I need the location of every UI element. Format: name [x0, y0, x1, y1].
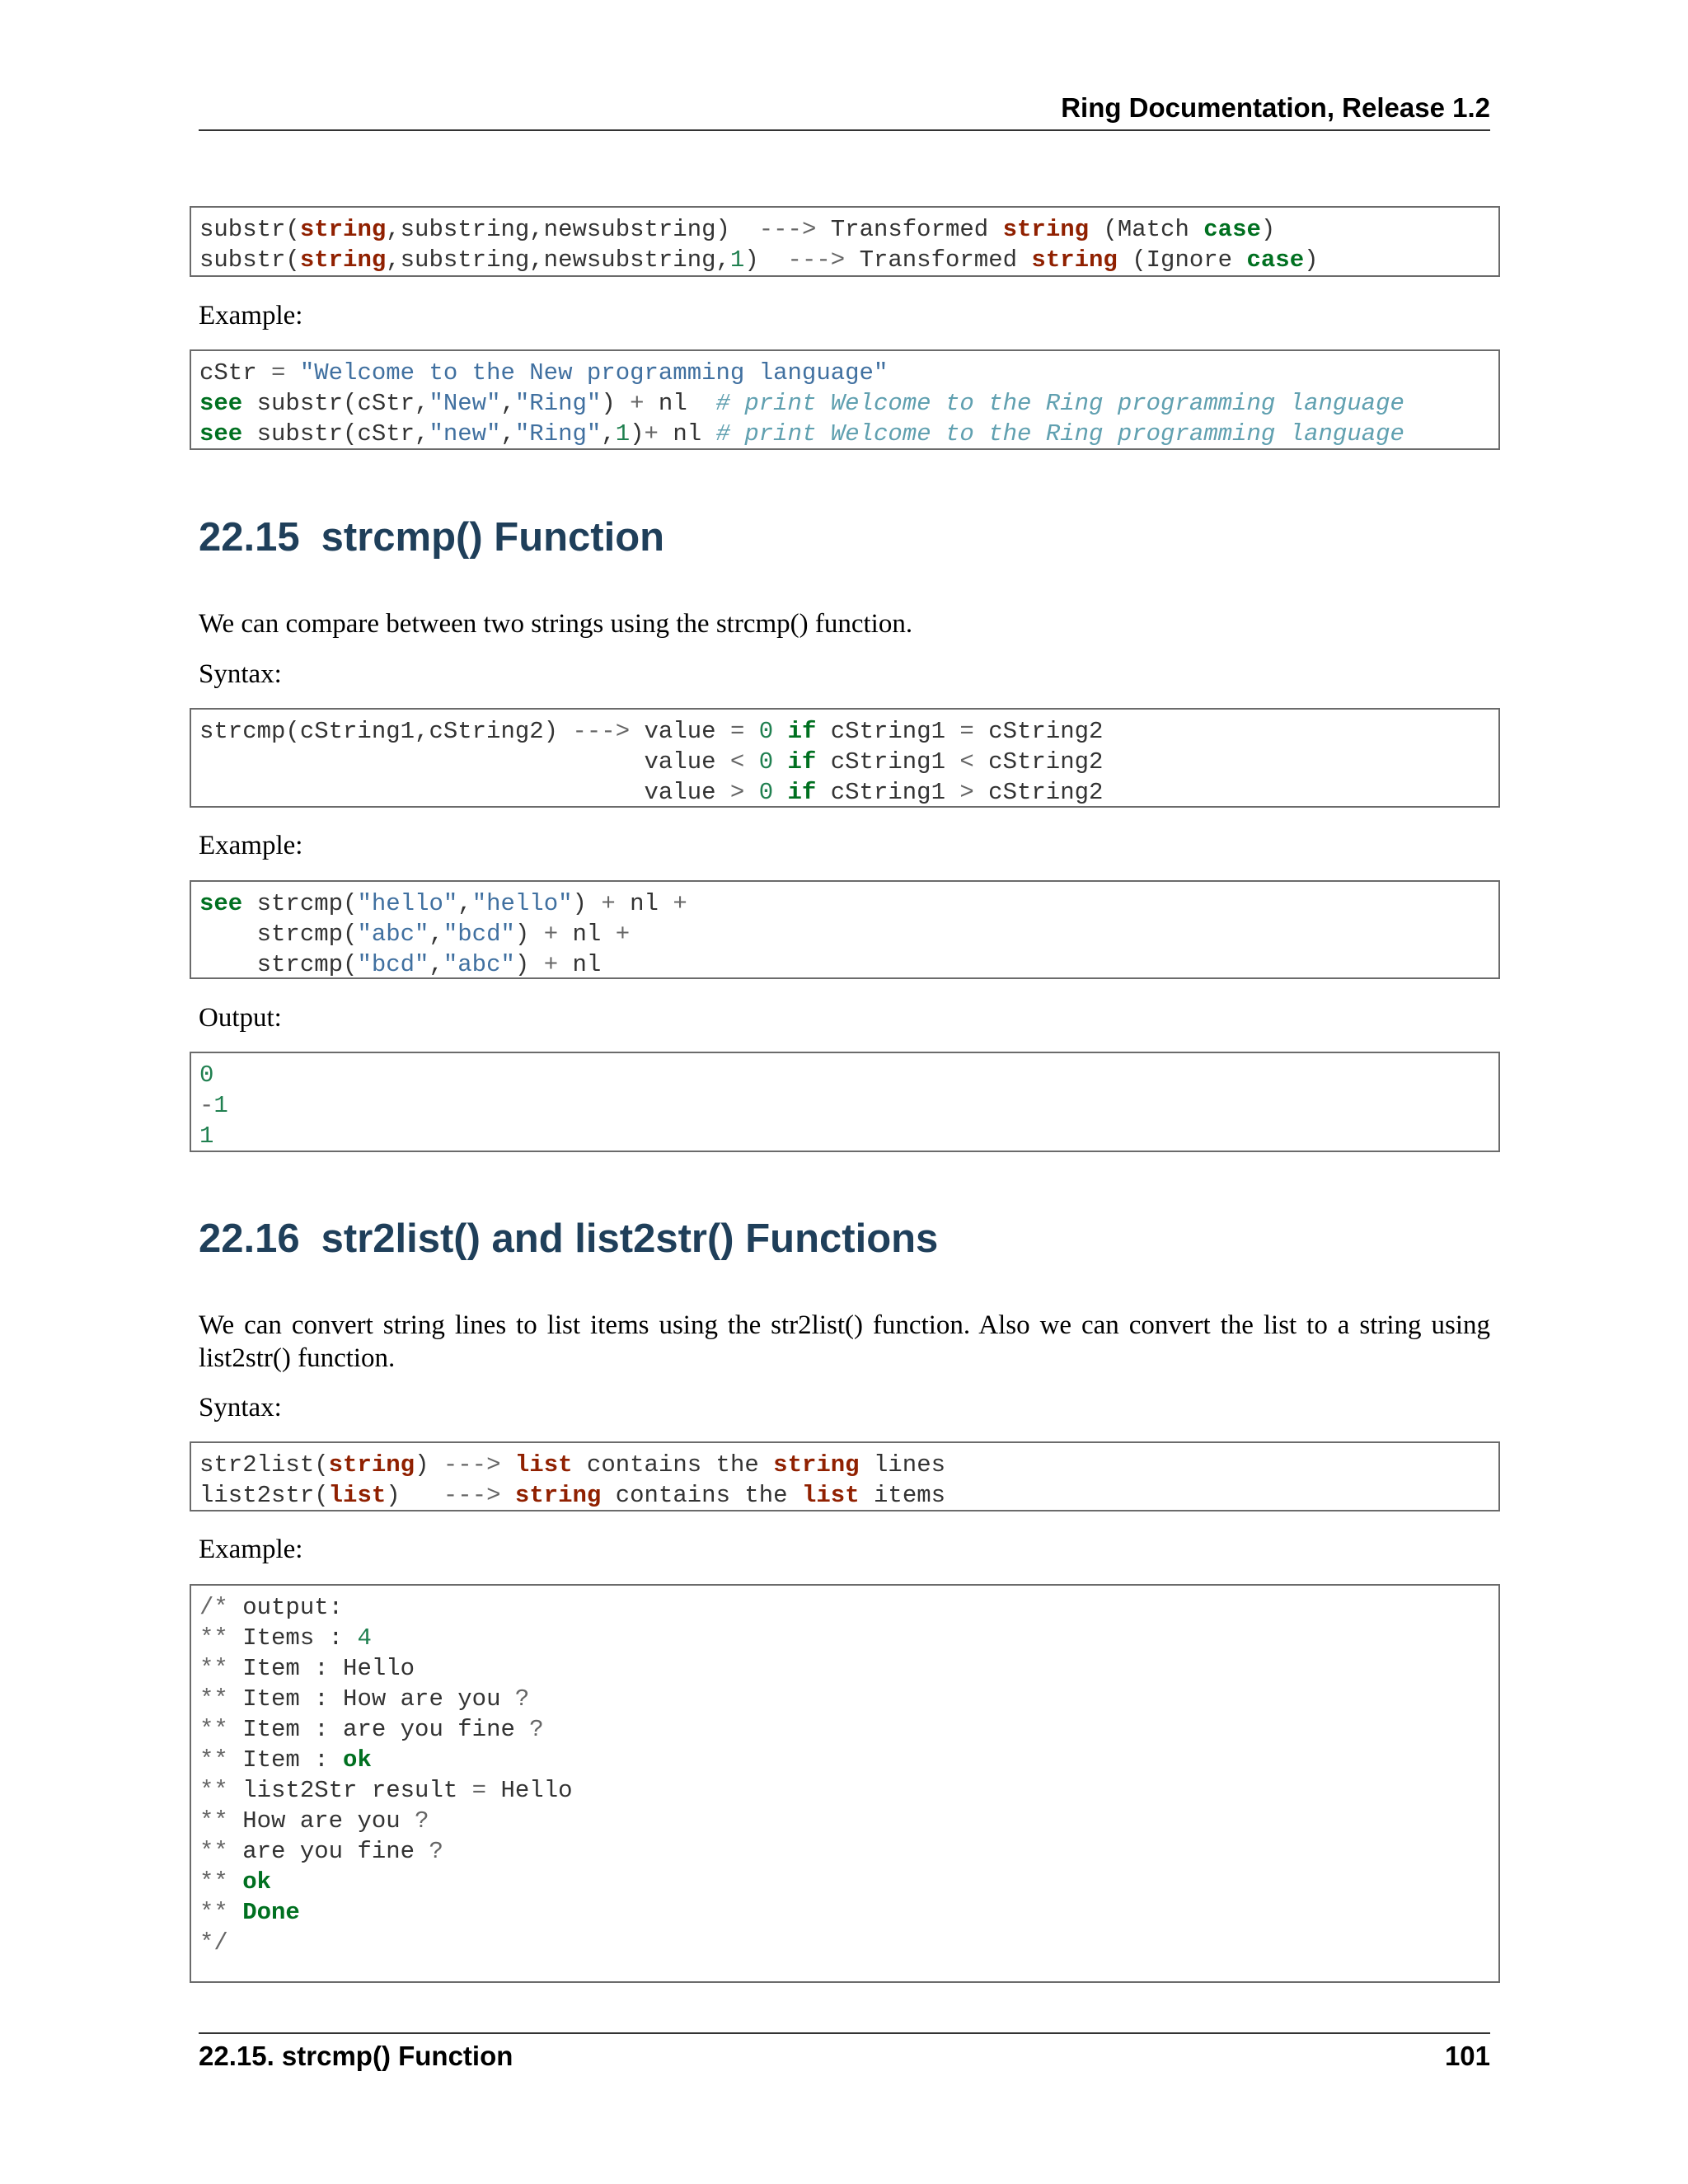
- code-token: Item : are you fine: [227, 1716, 530, 1743]
- code-token: ): [514, 921, 544, 948]
- code-line: [199, 777, 1490, 808]
- code-token: cString1: [816, 779, 960, 806]
- header-rule: [199, 129, 1490, 131]
- code-line: [199, 358, 1490, 388]
- code-token: ?: [529, 1716, 544, 1743]
- code-token: ): [572, 890, 602, 917]
- code-token: cString1: [816, 748, 960, 776]
- code-token: ?: [415, 1807, 429, 1835]
- code-token: -: [199, 1092, 214, 1119]
- code-line: [199, 1480, 1490, 1511]
- code-token: [773, 779, 787, 806]
- code-token: nl: [644, 390, 716, 417]
- code-token: +: [644, 420, 659, 448]
- code-token: contains the: [601, 1482, 802, 1509]
- code-token: nl: [558, 921, 616, 948]
- code-token: [501, 1482, 515, 1509]
- code-token: value: [630, 718, 730, 745]
- code-token: items: [859, 1482, 946, 1509]
- code-token: <: [729, 748, 745, 776]
- footer-section-title: 22.15. strcmp() Function: [199, 2041, 513, 2071]
- code-token: Item :: [227, 1746, 344, 1774]
- code-token: "hello": [357, 890, 458, 917]
- code-line: [199, 1592, 1490, 1623]
- code-token: [228, 1868, 242, 1896]
- code-token: # print Welcome to the Ring programming language: [715, 420, 1404, 448]
- code-line: [199, 1090, 1490, 1121]
- code-token: **: [199, 1716, 228, 1743]
- code-token: list2str(: [199, 1482, 329, 1509]
- code-token: substr(: [199, 216, 300, 243]
- code-token: case: [1203, 216, 1261, 243]
- code-token: "hello": [471, 890, 573, 917]
- code-token: ): [514, 951, 544, 978]
- footer-page-number: 101: [1444, 2041, 1490, 2071]
- paragraph-str2list-intro: We can convert string lines to list items using the str2list() function. Also we can convert the list to a string using list2str() function.: [199, 1310, 1490, 1373]
- code-token: case: [1246, 246, 1305, 274]
- code-token: ): [1304, 246, 1319, 274]
- code-token: list: [801, 1482, 860, 1509]
- code-token: [744, 779, 758, 806]
- code-token: <: [959, 748, 974, 776]
- code-token: **: [199, 1899, 228, 1926]
- code-token: ): [601, 390, 631, 417]
- code-token: output:: [227, 1594, 344, 1621]
- code-token: string: [299, 246, 387, 274]
- code-line: [199, 1928, 1490, 1958]
- code-token: if: [787, 748, 817, 776]
- code-token: string: [773, 1451, 860, 1479]
- code-token: strcmp(: [242, 890, 358, 917]
- code-token: 1: [199, 1122, 214, 1150]
- label-strcmp-syntax: Syntax:: [199, 659, 282, 689]
- code-block-str2list-example: [190, 1584, 1500, 1983]
- code-token: ok: [242, 1868, 272, 1896]
- code-line: [199, 214, 1490, 245]
- code-token: value: [199, 748, 730, 776]
- code-token: string: [1002, 216, 1090, 243]
- code-token: +: [630, 390, 645, 417]
- code-token: cString2: [973, 718, 1104, 745]
- code-token: nl: [558, 951, 602, 978]
- code-token: value: [199, 779, 730, 806]
- code-token: **: [199, 1868, 228, 1896]
- code-block-strcmp-syntax: [190, 708, 1500, 808]
- label-strcmp-example: Example:: [199, 831, 303, 860]
- code-token: "Welcome to the New programming language": [299, 359, 889, 387]
- section-number: 22.15: [199, 515, 300, 560]
- code-token: see: [199, 390, 243, 417]
- code-token: **: [199, 1685, 228, 1713]
- footer-rule: [199, 2032, 1490, 2034]
- code-token: +: [673, 890, 687, 917]
- code-token: **: [199, 1838, 228, 1865]
- code-token: list: [514, 1451, 573, 1479]
- code-token: "abc": [443, 951, 515, 978]
- code-line: [199, 1745, 1490, 1775]
- code-token: ,: [429, 951, 443, 978]
- code-token: +: [543, 951, 559, 978]
- code-line: [199, 949, 1490, 980]
- section-title-text: strcmp() Function: [321, 515, 665, 560]
- code-token: [744, 748, 758, 776]
- code-token: */: [199, 1929, 228, 1957]
- code-token: 0: [199, 1062, 214, 1089]
- code-line: [199, 747, 1490, 777]
- code-token: ,: [601, 420, 616, 448]
- code-line: [199, 1653, 1490, 1684]
- section-heading-strcmp: [199, 514, 664, 560]
- code-token: "bcd": [443, 921, 515, 948]
- paragraph-strcmp-intro: We can compare between two strings using the strcmp() function.: [199, 609, 913, 639]
- code-token: string: [299, 216, 387, 243]
- code-token: [501, 1451, 515, 1479]
- code-token: strcmp(: [199, 921, 358, 948]
- code-token: ): [630, 420, 645, 448]
- label-strcmp-output: Output:: [199, 1003, 282, 1033]
- code-token: Transformed: [845, 246, 1032, 274]
- code-token: ok: [343, 1746, 372, 1774]
- code-line: [199, 245, 1490, 275]
- section-title-text: str2list() and list2str() Functions: [321, 1216, 939, 1261]
- code-line: [199, 1450, 1490, 1480]
- code-token: =: [729, 718, 745, 745]
- code-token: ): [386, 1482, 443, 1509]
- code-token: [285, 359, 299, 387]
- code-token: see: [199, 890, 243, 917]
- code-token: strcmp(cString1,cString2): [199, 718, 573, 745]
- code-token: 4: [357, 1624, 372, 1652]
- code-token: +: [543, 921, 559, 948]
- running-header: Ring Documentation, Release 1.2: [1061, 92, 1490, 123]
- code-token: contains the: [572, 1451, 774, 1479]
- code-token: +: [601, 890, 616, 917]
- code-token: ,substring,newsubstring): [386, 216, 759, 243]
- code-token: string: [1031, 246, 1118, 274]
- code-line: [199, 1867, 1490, 1897]
- code-line: [199, 1897, 1490, 1928]
- code-token: (Match: [1089, 216, 1204, 243]
- code-block-strcmp-output: [190, 1052, 1500, 1152]
- code-token: --->: [443, 1482, 501, 1509]
- code-token: ,: [429, 921, 443, 948]
- code-token: "abc": [357, 921, 429, 948]
- code-token: >: [959, 779, 974, 806]
- code-line: [199, 716, 1490, 747]
- code-token: list2Str result: [227, 1777, 472, 1804]
- code-line: [199, 1714, 1490, 1745]
- code-block-substr-example: [190, 349, 1500, 450]
- code-token: lines: [859, 1451, 946, 1479]
- code-token: 1: [729, 246, 745, 274]
- code-token: **: [199, 1777, 228, 1804]
- code-token: Items :: [227, 1624, 358, 1652]
- code-token: ?: [514, 1685, 530, 1713]
- code-token: cStr: [199, 359, 272, 387]
- code-token: ,: [500, 420, 515, 448]
- code-token: --->: [787, 246, 846, 274]
- code-line: [199, 388, 1490, 419]
- code-token: ,: [457, 890, 472, 917]
- label-str2list-example: Example:: [199, 1535, 303, 1564]
- label-substr-example: Example:: [199, 301, 303, 330]
- section-heading-str2list: [199, 1216, 938, 1262]
- code-line: [199, 1684, 1490, 1714]
- code-token: =: [959, 718, 974, 745]
- code-block-str2list-syntax: [190, 1441, 1500, 1511]
- code-token: Item : Hello: [227, 1655, 415, 1682]
- code-line: [199, 1775, 1490, 1806]
- code-token: How are you: [227, 1807, 415, 1835]
- code-token: substr(cStr,: [242, 420, 429, 448]
- code-token: ): [1260, 216, 1276, 243]
- label-str2list-syntax: Syntax:: [199, 1393, 282, 1422]
- code-token: [773, 718, 787, 745]
- code-token: "Ring": [514, 420, 602, 448]
- code-token: cString2: [973, 748, 1104, 776]
- code-token: cString2: [973, 779, 1104, 806]
- code-token: see: [199, 420, 243, 448]
- code-token: --->: [758, 216, 817, 243]
- code-token: **: [199, 1746, 228, 1774]
- code-token: Done: [242, 1899, 300, 1926]
- code-token: string: [328, 1451, 415, 1479]
- code-line: [199, 419, 1490, 449]
- code-token: 0: [758, 748, 774, 776]
- code-token: 0: [758, 718, 774, 745]
- section-number: 22.16: [199, 1216, 300, 1261]
- code-line: [199, 1623, 1490, 1653]
- code-token: "new": [429, 420, 501, 448]
- code-token: "Ring": [514, 390, 602, 417]
- code-token: string: [514, 1482, 602, 1509]
- code-token: (Ignore: [1117, 246, 1247, 274]
- code-token: [773, 748, 787, 776]
- code-line: [199, 1121, 1490, 1151]
- code-token: ,: [500, 390, 515, 417]
- code-token: /*: [199, 1594, 228, 1621]
- code-token: substr(cStr,: [242, 390, 429, 417]
- code-token: Item : How are you: [227, 1685, 515, 1713]
- code-token: ?: [429, 1838, 443, 1865]
- code-token: "bcd": [357, 951, 429, 978]
- code-token: str2list(: [199, 1451, 329, 1479]
- code-token: >: [729, 779, 745, 806]
- code-token: substr(: [199, 246, 300, 274]
- code-token: nl: [658, 420, 716, 448]
- code-token: --->: [443, 1451, 501, 1479]
- code-line: [199, 1806, 1490, 1836]
- code-token: "New": [429, 390, 501, 417]
- code-line: [199, 919, 1490, 949]
- code-token: cString1: [816, 718, 960, 745]
- code-token: [744, 718, 758, 745]
- code-token: [228, 1899, 242, 1926]
- code-token: nl: [615, 890, 673, 917]
- code-token: 1: [615, 420, 631, 448]
- code-token: **: [199, 1624, 228, 1652]
- code-token: **: [199, 1807, 228, 1835]
- code-token: ): [744, 246, 788, 274]
- code-token: ): [415, 1451, 443, 1479]
- code-token: +: [615, 921, 631, 948]
- code-token: strcmp(: [199, 951, 358, 978]
- code-token: --->: [572, 718, 631, 745]
- code-block-strcmp-example: [190, 880, 1500, 979]
- code-line: [199, 1836, 1490, 1867]
- code-line: [199, 888, 1490, 919]
- code-token: 0: [758, 779, 774, 806]
- code-token: Hello: [486, 1777, 573, 1804]
- code-token: if: [787, 779, 817, 806]
- code-line: [199, 1060, 1490, 1090]
- code-token: **: [199, 1655, 228, 1682]
- code-token: are you fine: [227, 1838, 429, 1865]
- code-token: =: [271, 359, 286, 387]
- code-token: if: [787, 718, 817, 745]
- code-token: list: [328, 1482, 387, 1509]
- code-token: 1: [213, 1092, 228, 1119]
- code-token: Transformed: [816, 216, 1003, 243]
- code-token: =: [471, 1777, 487, 1804]
- code-token: ,substring,newsubstring,: [386, 246, 730, 274]
- code-block-substr-syntax: [190, 206, 1500, 277]
- code-token: # print Welcome to the Ring programming language: [715, 390, 1404, 417]
